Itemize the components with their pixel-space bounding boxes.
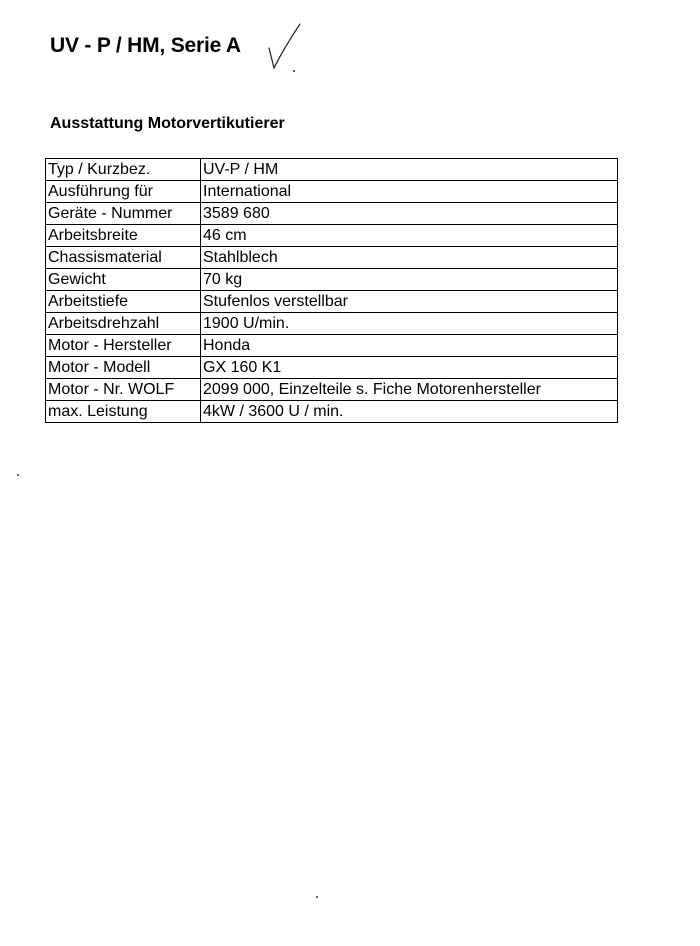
- spec-label: Ausführung für: [46, 181, 201, 203]
- spec-label: Motor - Modell: [46, 357, 201, 379]
- spec-row: [46, 159, 618, 181]
- spec-row: [46, 225, 618, 247]
- spec-value: 46 cm: [201, 225, 618, 247]
- spec-label: Typ / Kurzbez.: [46, 159, 201, 181]
- spec-row: [46, 401, 618, 423]
- spec-label: Arbeitstiefe: [46, 291, 201, 313]
- scan-speck: [17, 474, 19, 476]
- checkmark-icon: [266, 18, 306, 78]
- spec-row: [46, 313, 618, 335]
- section-heading: Ausstattung Motorvertikutierer: [50, 115, 285, 132]
- spec-row: [46, 181, 618, 203]
- spec-label: Gewicht: [46, 269, 201, 291]
- spec-row: [46, 291, 618, 313]
- spec-table: [45, 158, 618, 423]
- spec-table-body: [46, 159, 618, 423]
- spec-label: Chassismaterial: [46, 247, 201, 269]
- spec-value: Honda: [201, 335, 618, 357]
- spec-value: 70 kg: [201, 269, 618, 291]
- spec-value: 4kW / 3600 U / min.: [201, 401, 618, 423]
- spec-value: UV-P / HM: [201, 159, 618, 181]
- spec-value: 2099 000, Einzelteile s. Fiche Motorenhersteller: [201, 379, 618, 401]
- spec-value: Stufenlos verstellbar: [201, 291, 618, 313]
- spec-row: [46, 357, 618, 379]
- spec-value: 1900 U/min.: [201, 313, 618, 335]
- spec-row: [46, 203, 618, 225]
- spec-label: Motor - Hersteller: [46, 335, 201, 357]
- scan-speck: [316, 896, 318, 898]
- spec-label: Geräte - Nummer: [46, 203, 201, 225]
- spec-row: [46, 247, 618, 269]
- spec-value: Stahlblech: [201, 247, 618, 269]
- spec-label: Arbeitsbreite: [46, 225, 201, 247]
- spec-value: 3589 680: [201, 203, 618, 225]
- spec-label: Arbeitsdrehzahl: [46, 313, 201, 335]
- spec-label: Motor - Nr. WOLF: [46, 379, 201, 401]
- spec-row: [46, 335, 618, 357]
- document-title: UV - P / HM, Serie A: [50, 34, 241, 57]
- spec-row: [46, 269, 618, 291]
- spec-value: International: [201, 181, 618, 203]
- spec-row: [46, 379, 618, 401]
- spec-value: GX 160 K1: [201, 357, 618, 379]
- spec-label: max. Leistung: [46, 401, 201, 423]
